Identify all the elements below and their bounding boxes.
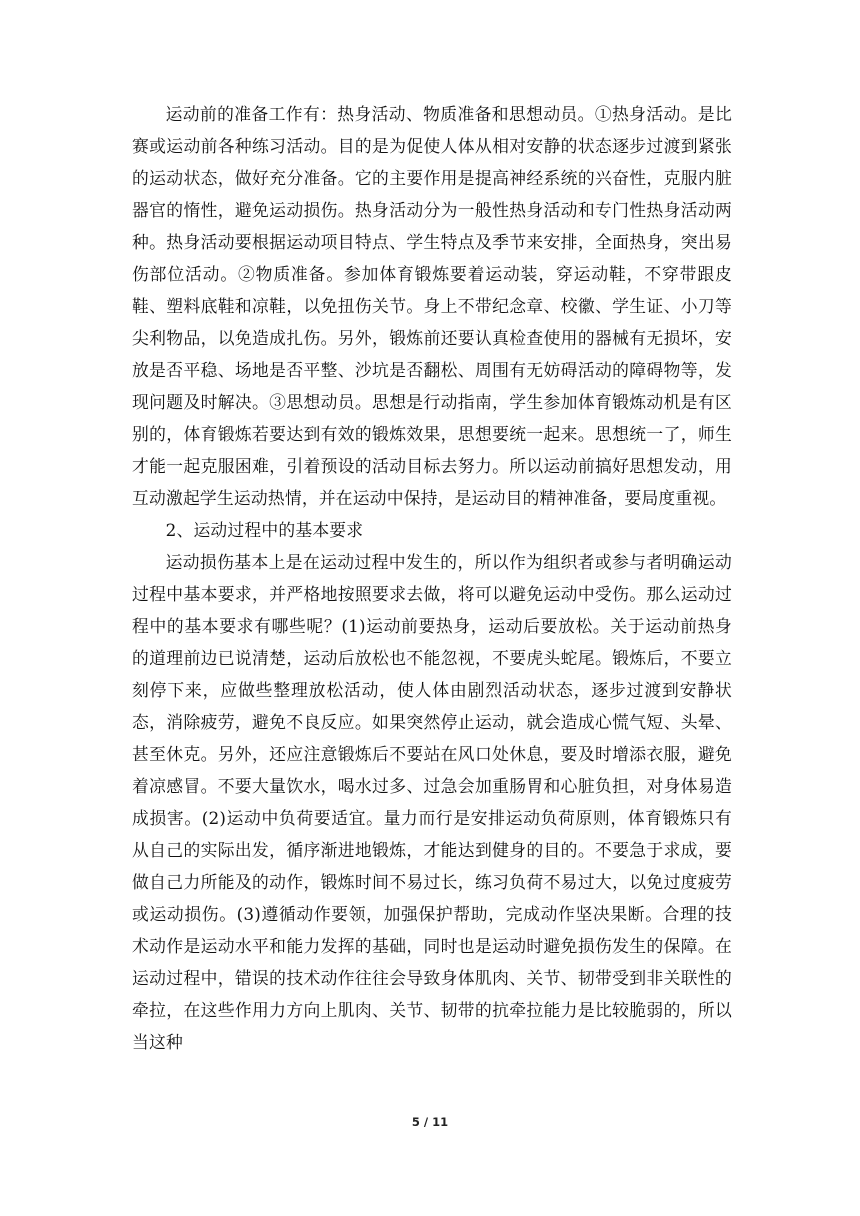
section-heading-exercise-requirements: 2、运动过程中的基本要求 — [165, 520, 364, 540]
document-body — [132, 98, 732, 1058]
paragraph-warmup-preparation: 运动前的准备工作有：热身活动、物质准备和思想动员。①热身活动。是比赛或运动前各种练习活动。目的是为促使人体从相对安静的状态逐步过渡到紧张的运动状态，做好充分准备。它的主要作用是提高神经系统的兴奋性，克服内脏器官的惰性，避免运动损伤。热身活动分为一般性热身活动和专门性热身活动两种。热身活动要根据运动项目特点、学生特点及季节来安排，全面热身，突出易伤部位活动。②物质准备。参加体育锻炼要着运动装，穿运动鞋，不穿带跟皮鞋、塑料底鞋和凉鞋，以免扭伤关节。身上不带纪念章、校徽、学生证、小刀等尖利物品，以免造成扎伤。另外，锻炼前还要认真检查使用的器械有无损坏，安放是否平稳、场地是否平整、沙坑是否翻松、周围有无妨碍活动的障碍物等，发现问题及时解决。③思想动员。思想是行动指南，学生参加体育锻炼动机是有区别的，体育锻炼若要达到有效的锻炼效果，思想要统一起来。思想统一了，师生才能一起克服困难，引着预设的活动目标去努力。所以运动前搞好思想发动，用互动激起学生运动热情，并在运动中保持，是运动目的精神准备，要局度重视。 — [132, 104, 732, 508]
paragraph-exercise-requirements: 运动损伤基本上是在运动过程中发生的，所以作为组织者或参与者明确运动过程中基本要求，并严格地按照要求去做，将可以避免运动中受伤。那么运动过程中的基本要求有哪些呢？(1)运动前要热身，运动后要放松。关于运动前热身的道理前边已说清楚，运动后放松也不能忽视，不要虎头蛇尾。锻炼后，不要立刻停下来，应做些整理放松活动，使人体由剧烈活动状态，逐步过渡到安静状态，消除疲劳，避免不良反应。如果突然停止运动，就会造成心慌气短、头晕、甚至休克。另外，还应注意锻炼后不要站在风口处休息，要及时增添衣服，避免着凉感冒。不要大量饮水，喝水过多、过急会加重肠胃和心脏负担，对身体易造成损害。(2)运动中负荷要适宜。量力而行是安排运动负荷原则，体育锻炼只有从自己的实际出发，循序渐进地锻炼，才能达到健身的目的。不要急于求成，要做自己力所能及的动作，锻炼时间不易过长，练习负荷不易过大，以免过度疲劳或运动损伤。(3)遵循动作要领，加强保护帮助，完成动作坚决果断。合理的技术动作是运动水平和能力发挥的基础，同时也是运动时避免损伤发生的保障。在运动过程中，错误的技术动作往往会导致身体肌肉、关节、韧带受到非关联性的牵拉，在这些作用力方向上肌肉、关节、韧带的抗牵拉能力是比较脆弱的，所以当这种 — [132, 552, 732, 1052]
page-number-footer: 5 / 11 — [411, 1115, 449, 1129]
